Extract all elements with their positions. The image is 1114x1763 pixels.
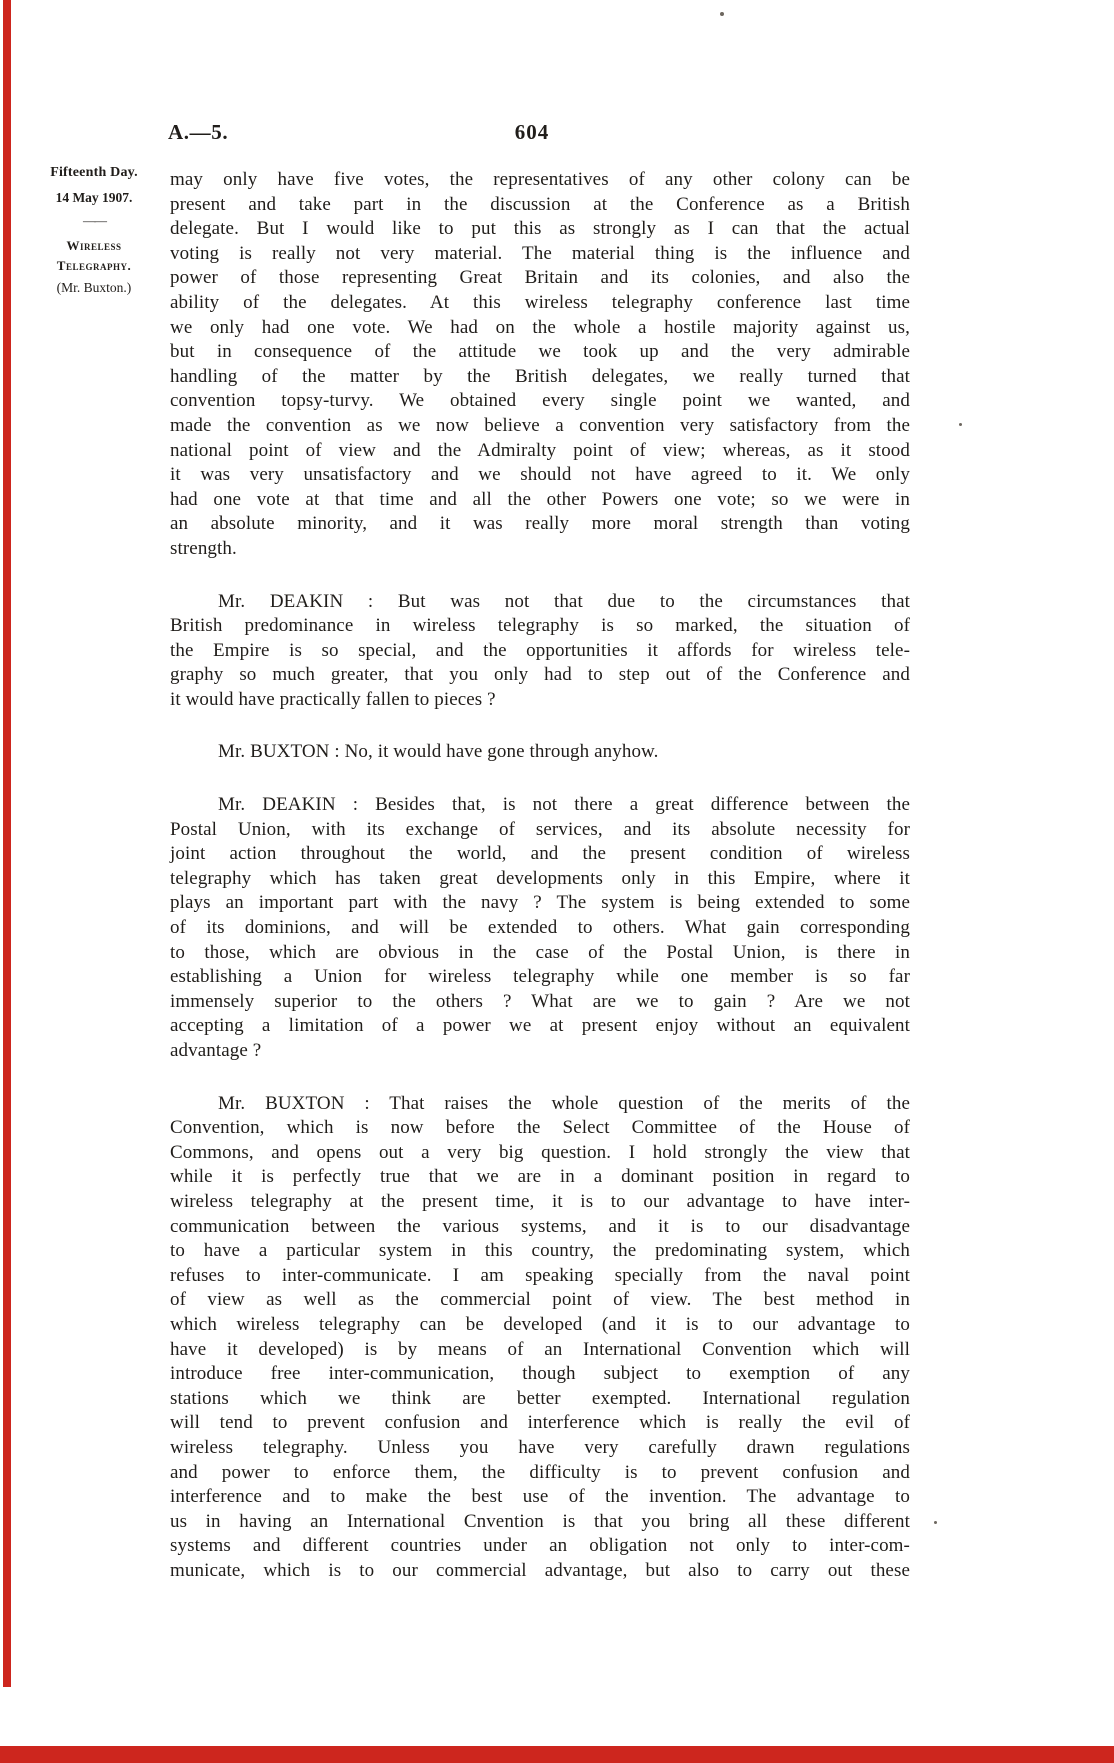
text-line: accepting a limitation of a power we at present enjoy without an equivalent — [170, 1015, 910, 1037]
transcript-body — [170, 168, 910, 1583]
paragraph — [170, 590, 910, 713]
text-line: establishing a Union for wireless telegraphy while one member is so far — [170, 966, 910, 988]
paragraph — [170, 168, 910, 562]
text-line: had one vote at that time and all the other Powers one vote; so we were in — [170, 488, 910, 510]
text-line: Postal Union, with its exchange of services, and its absolute necessity for — [170, 818, 910, 840]
text-line: immensely superior to the others ? What are we to gain ? Are we not — [170, 990, 910, 1012]
text-line: Convention, which is now before the Select Committee of the House of — [170, 1117, 910, 1139]
margin-speaker-note: (Mr. Buxton.) — [56, 279, 132, 295]
text-line: while it is perfectly true that we are in a dominant position in regard to — [170, 1166, 910, 1188]
text-line: the Empire is so special, and the opportunities it affords for wireless tele- — [170, 639, 910, 661]
text-line: of view as well as the commercial point of view. The best method in — [170, 1289, 910, 1311]
scan-speck — [959, 423, 962, 426]
margin-subject-line2: Telegraphy. — [56, 257, 132, 273]
text-line: Mr. BUXTON : That raises the whole question of the merits of the — [218, 1092, 910, 1114]
text-line: it would have practically fallen to pieces ? — [170, 688, 496, 710]
text-line: interference and to make the best use of the invention. The advantage to — [170, 1486, 910, 1508]
text-line: of its dominions, and will be extended to others. What gain corresponding — [170, 917, 910, 939]
text-line: made the convention as we now believe a convention very satisfactory from the — [170, 414, 910, 436]
text-line: and power to enforce them, the difficulty is to prevent confusion and — [170, 1461, 910, 1483]
page-number: 604 — [514, 120, 550, 144]
text-line: an absolute minority, and it was really more moral strength than voting — [170, 513, 910, 535]
text-line: power of those representing Great Britain and its colonies, and also the — [170, 267, 910, 289]
text-line: plays an important part with the navy ? The system is being extended to some — [170, 892, 910, 914]
text-line: wireless telegraphy at the present time, it is to our advantage to have inter- — [170, 1190, 910, 1212]
text-line: Mr. DEAKIN : Besides that, is not there a great difference between the — [218, 794, 910, 816]
text-line: British predominance in wireless telegraphy is so marked, the situation of — [170, 615, 910, 637]
text-line: wireless telegraphy. Unless you have very carefully drawn regulations — [170, 1436, 910, 1458]
text-line: strength. — [170, 537, 237, 559]
text-line: but in consequence of the attitude we took up and the very admirable — [170, 341, 910, 363]
paragraph — [170, 793, 910, 1064]
text-line: to those, which are obvious in the case of the Postal Union, is there in — [170, 941, 910, 963]
text-line: joint action throughout the world, and the present condition of wireless — [170, 843, 910, 865]
document-reference: A.—5. — [168, 120, 229, 144]
page-header — [0, 120, 1114, 148]
text-line: us in having an International Cnvention is that you bring all these different — [170, 1510, 910, 1532]
text-line: Mr. DEAKIN : But was not that due to the circumstances that — [218, 590, 910, 612]
margin-separator: —— — [83, 212, 105, 228]
text-line: introduce free inter-communication, though subject to exemption of any — [170, 1363, 910, 1385]
text-line: systems and different countries under an obligation not only to inter-com- — [170, 1535, 910, 1557]
text-line: handling of the matter by the British delegates, we really turned that — [170, 365, 910, 387]
text-line: Commons, and opens out a very big question. I hold strongly the view that — [170, 1141, 910, 1163]
text-line: national point of view and the Admiralty point of view; whereas, as it stood — [170, 439, 910, 461]
text-line: refuses to inter-communicate. I am speaking specially from the naval point — [170, 1264, 910, 1286]
text-line: graphy so much greater, that you only had to step out of the Conference and — [170, 664, 910, 686]
binding-edge-bottom — [0, 1746, 1114, 1763]
text-line: will tend to prevent confusion and interference which is really the evil of — [170, 1412, 910, 1434]
text-line: ability of the delegates. At this wireless telegraphy conference last time — [170, 291, 910, 313]
text-line: municate, which is to our commercial advantage, but also to carry out these — [170, 1559, 910, 1581]
text-line: present and take part in the discussion at the Conference as a British — [170, 193, 910, 215]
text-line: to have a particular system in this country, the predominating system, which — [170, 1240, 910, 1262]
text-line: voting is really not very material. The material thing is the influence and — [170, 242, 910, 264]
paragraph — [170, 740, 910, 765]
paragraph — [170, 1092, 910, 1584]
text-line: telegraphy which has taken great developments only in this Empire, where it — [170, 867, 910, 889]
margin-subject-line1: Wireless — [66, 237, 122, 253]
text-line: which wireless telegraphy can be developed (and it is to our advantage to — [170, 1313, 910, 1335]
text-line: it was very unsatisfactory and we should not have agreed to it. We only — [170, 464, 910, 486]
text-line: Mr. BUXTON : No, it would have gone through anyhow. — [218, 741, 659, 763]
text-line: may only have five votes, the representatives of any other colony can be — [170, 169, 910, 190]
text-line: convention topsy-turvy. We obtained every single point we wanted, and — [170, 390, 910, 412]
text-line: communication between the various systems, and it is to our disadvantage — [170, 1215, 910, 1237]
margin-day-label: Fifteenth Day. — [50, 165, 138, 180]
text-line: stations which we think are better exempted. International regulation — [170, 1387, 910, 1409]
scan-speck — [934, 1521, 937, 1524]
margin-date-label: 14 May 1907. — [55, 190, 133, 205]
text-line: delegate. But I would like to put this as strongly as I can that the actual — [170, 218, 910, 240]
text-line: have it developed) is by means of an International Convention which will — [170, 1338, 910, 1360]
text-line: advantage ? — [170, 1040, 262, 1061]
scan-speck — [720, 12, 724, 16]
text-line: we only had one vote. We had on the whole a hostile majority against us, — [170, 316, 910, 338]
margin-notes — [38, 166, 150, 294]
binding-edge-left — [3, 0, 11, 1687]
